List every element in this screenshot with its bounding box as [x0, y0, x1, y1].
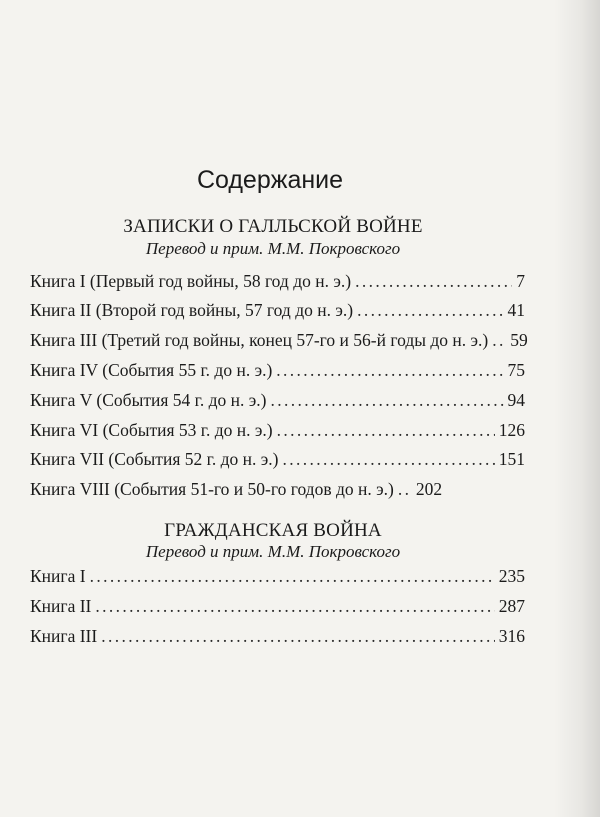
toc-entry-page: 235 — [498, 566, 525, 586]
toc-entry-page: 202 — [415, 479, 443, 499]
toc-entry-label: Книга III (Третий год войны, конец 57-го и 56-й годы до н. э.) — [30, 330, 489, 350]
page-edge-shadow — [554, 0, 600, 817]
toc-entry-page: 126 — [498, 420, 525, 440]
toc-entry-label: Книга VIII (События 51-го и 50-го годов до н. э.) — [30, 479, 394, 499]
section-subheading-civil-war: Перевод и прим. М.М. Покровского — [145, 542, 401, 561]
toc-leader-dots — [398, 479, 412, 500]
toc-leader-dots — [276, 360, 503, 381]
toc-entry-label: Книга I — [30, 566, 86, 586]
toc-entry — [30, 420, 525, 446]
toc-entry — [30, 330, 528, 356]
toc-entry-page: 94 — [507, 390, 525, 410]
toc-leader-dots — [355, 271, 512, 292]
toc-leader-dots — [101, 626, 495, 647]
toc-leader-dots — [282, 449, 494, 470]
toc-entry-label: Книга II — [30, 596, 92, 616]
toc-entry — [30, 360, 525, 386]
toc-entry-label: Книга IV (События 55 г. до н. э.) — [30, 360, 273, 380]
toc-entry-page: 316 — [498, 626, 525, 646]
section-heading-civil-war: ГРАЖДАНСКАЯ ВОЙНА — [164, 520, 382, 541]
toc-entry-label: Книга III — [30, 626, 98, 646]
toc-entry-page: 75 — [507, 360, 525, 380]
toc-entry-page: 59 — [510, 330, 528, 350]
page-title: Содержание — [196, 166, 344, 194]
toc-entry-page: 151 — [498, 449, 525, 469]
toc-entry — [30, 390, 525, 416]
toc-entry — [30, 479, 525, 505]
toc-entry — [30, 300, 525, 326]
toc-entry-page: 41 — [507, 300, 525, 320]
toc-leader-dots — [492, 330, 506, 351]
toc-entry-label: Книга I (Первый год войны, 58 год до н. э.) — [30, 271, 352, 291]
toc-leader-dots — [270, 390, 503, 411]
toc-entry-page: 287 — [498, 596, 525, 616]
toc-leader-dots — [357, 300, 503, 321]
section-heading-gallic-war: ЗАПИСКИ О ГАЛЛЬСКОЙ ВОЙНЕ — [123, 216, 423, 237]
toc-entry-label: Книга VII (События 52 г. до н. э.) — [30, 449, 279, 469]
toc-entry-label: Книга V (События 54 г. до н. э.) — [30, 390, 267, 410]
toc-entry — [30, 596, 525, 622]
toc-leader-dots — [95, 596, 494, 617]
toc-entry-page: 7 — [516, 271, 525, 291]
toc-entry — [30, 566, 525, 592]
toc-entry — [30, 271, 525, 297]
toc-leader-dots — [90, 566, 495, 587]
toc-entry — [30, 449, 525, 475]
toc-entry-label: Книга II (Второй год войны, 57 год до н. э.) — [30, 300, 354, 320]
toc-entry — [30, 626, 525, 652]
section-subheading-gallic-war: Перевод и прим. М.М. Покровского — [145, 239, 401, 258]
toc-entry-label: Книга VI (События 53 г. до н. э.) — [30, 420, 273, 440]
toc-leader-dots — [277, 420, 495, 441]
